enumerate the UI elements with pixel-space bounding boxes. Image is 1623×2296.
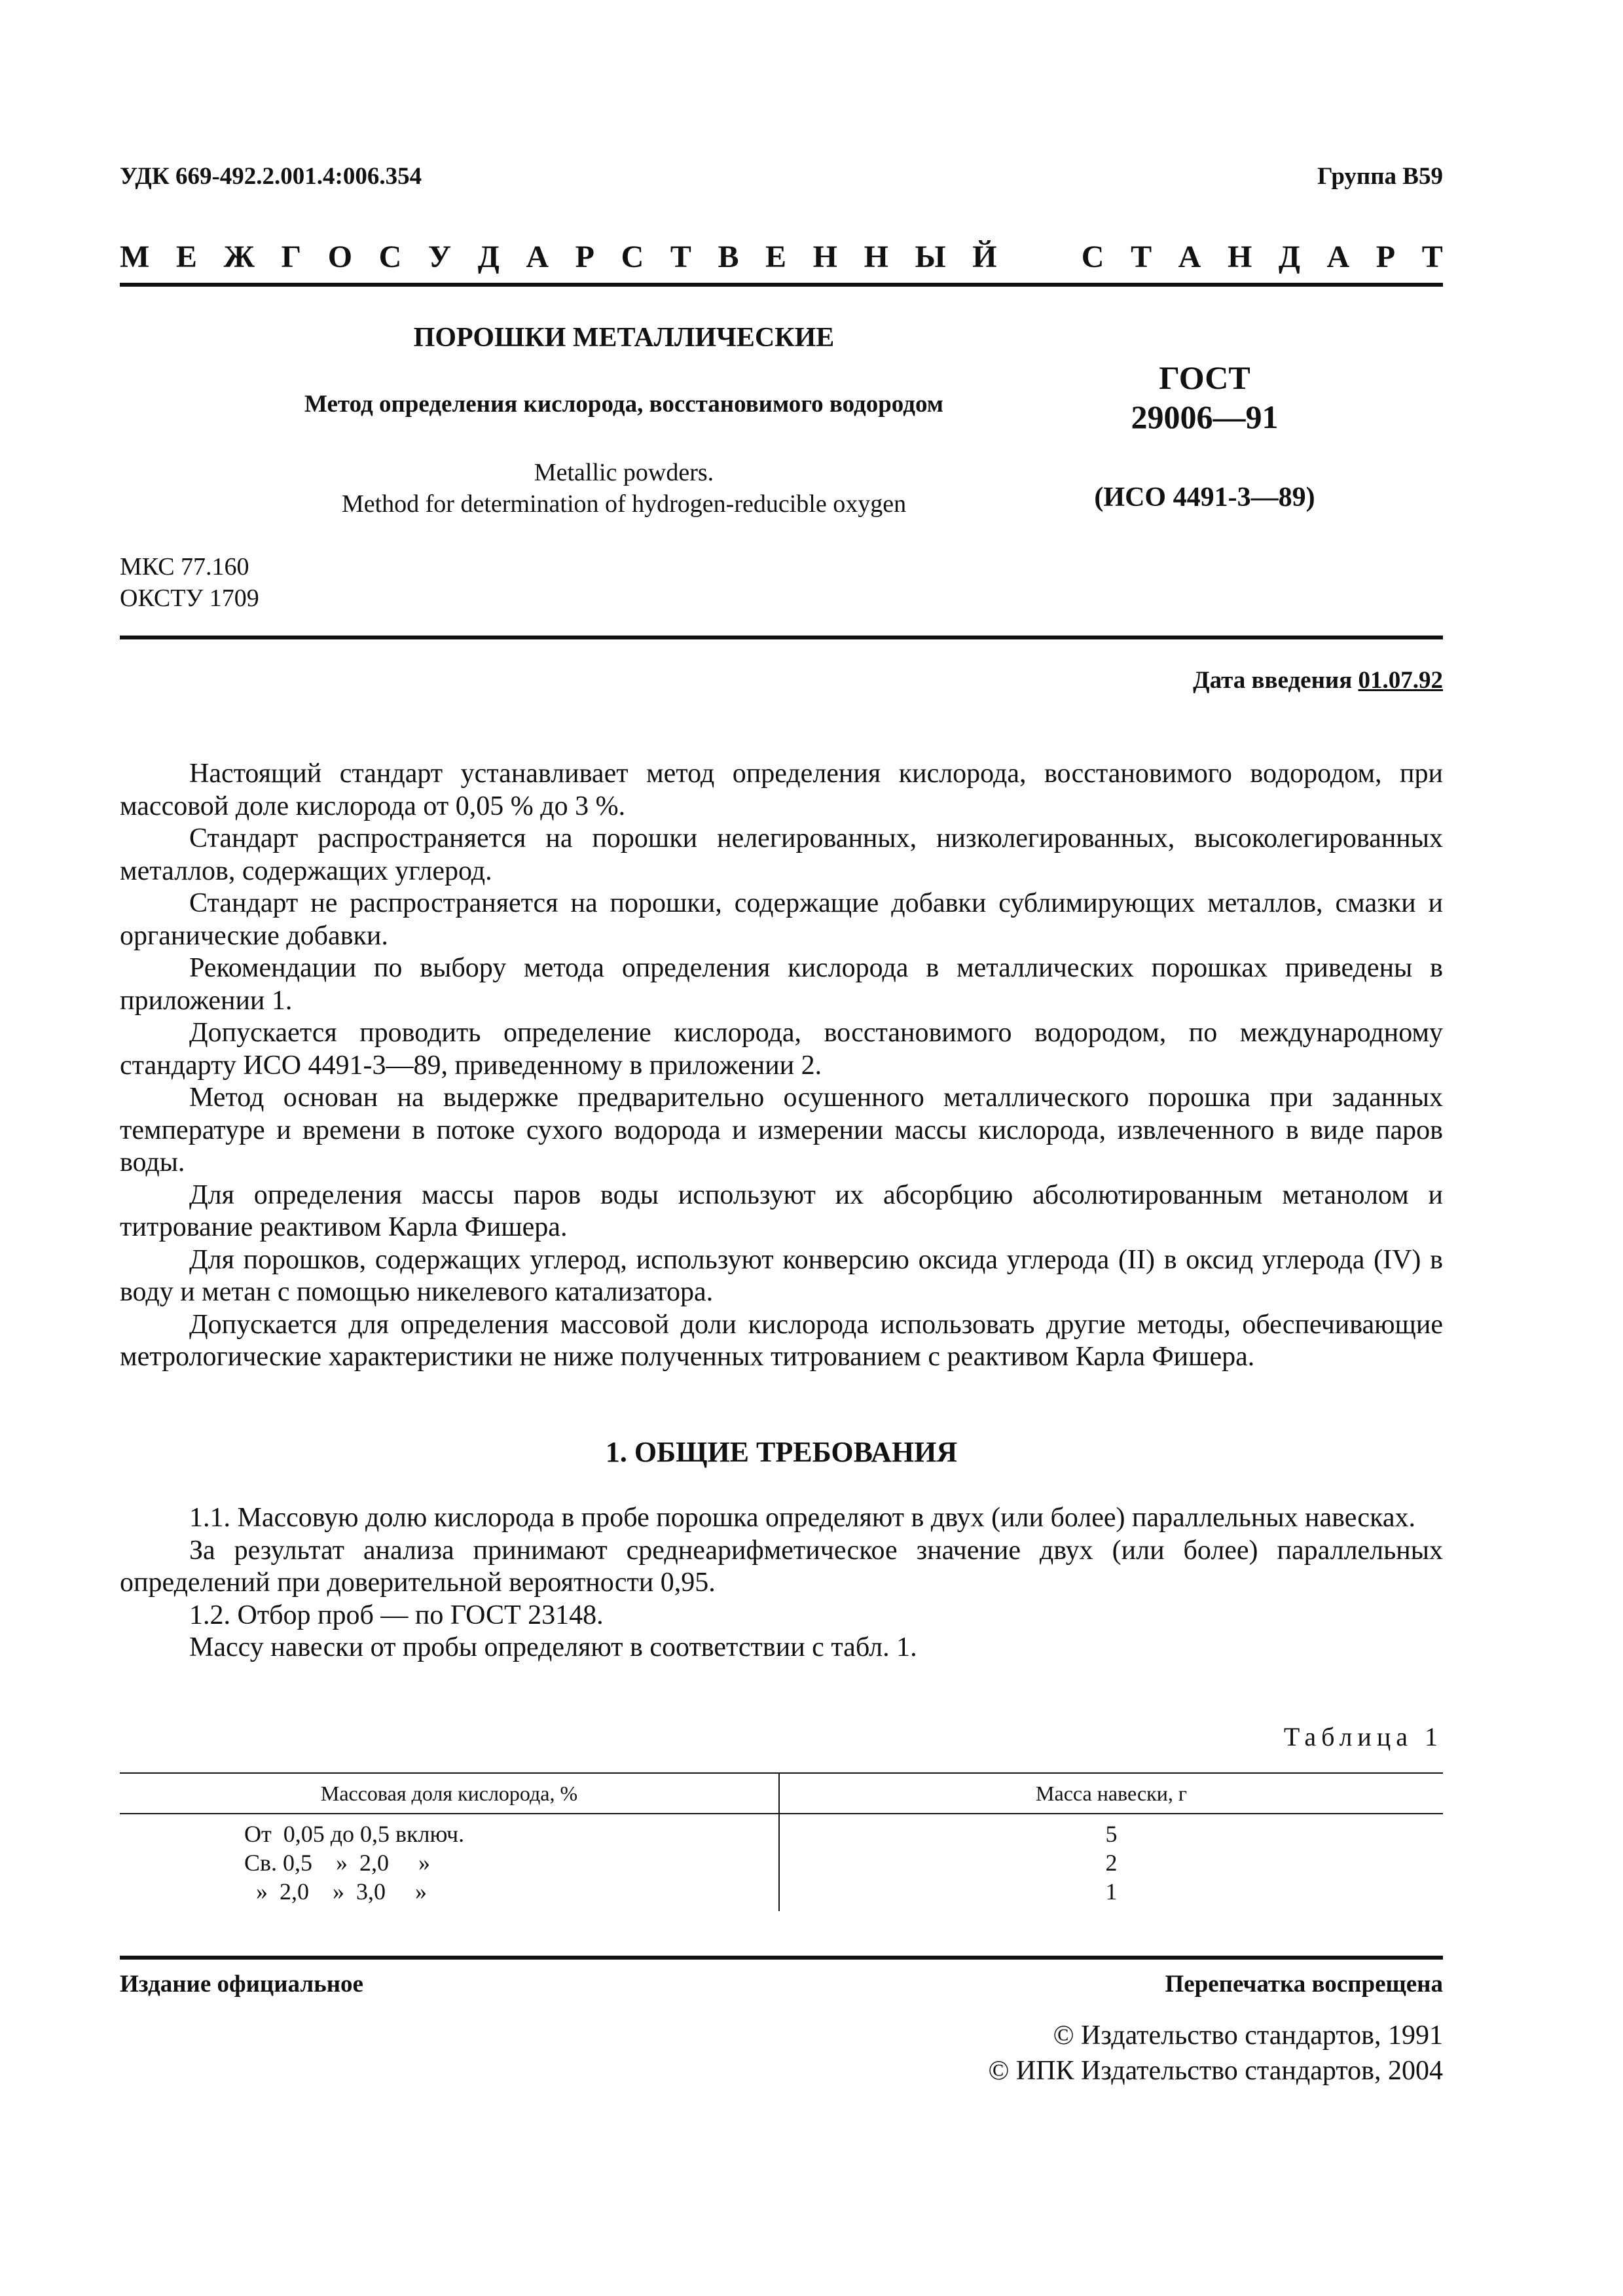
paragraph: Допускается для определения массовой доли кислорода использовать другие методы, обеспечивающие метрологические характеристики не ниже полученных титрованием с реактивом Карла Фишера. (120, 1309, 1443, 1372)
iso-equivalent: (ИСО 4491-3—89) (1094, 482, 1315, 512)
paragraph: Стандарт распространяется на порошки нелегированных, низколегированных, высоколегированных металлов, содержащих углерод. (120, 823, 1443, 886)
paragraph: Для порошков, содержащих углерод, используют конверсию оксида углерода (II) в оксид углерода (IV) в воду и метан с помощью никелевого катализатора. (120, 1244, 1443, 1307)
banner-letter: Н (864, 240, 888, 274)
table-1 (120, 1772, 1443, 1911)
english-title-line2: Method for determination of hydrogen-reducible oxygen (341, 490, 907, 518)
banner-letter: А (1178, 240, 1201, 274)
table-cell: Св. 0,5 » 2,0 » (244, 1850, 431, 1876)
paragraph: Рекомендации по выбору метода определения кислорода в металлических порошках приведены в приложении 1. (120, 953, 1443, 1016)
table-cell: 5 (1105, 1821, 1118, 1847)
banner-letter: Г (281, 240, 302, 274)
table-cell: 1 (1105, 1878, 1118, 1905)
official-edition-label: Издание официальное (120, 1971, 363, 1998)
banner-letter: Н (812, 240, 837, 274)
banner-letter: Е (175, 240, 197, 274)
header-rule (120, 636, 1443, 639)
introduction-text (120, 758, 1443, 1374)
table-header-cell: Массовая доля кислорода, % (320, 1781, 578, 1805)
table-caption: Таблица 1 (1283, 1722, 1443, 1751)
banner-letter: Т (1421, 240, 1443, 274)
banner-letter: А (526, 240, 549, 274)
reprint-prohibited-label: Перепечатка воспрещена (1165, 1971, 1443, 1998)
gost-label: ГОСТ (1159, 359, 1250, 396)
paragraph: За результат анализа принимают среднеарифметическое значение двух (или более) параллельных определений при доверительной вероятности 0,95. (120, 1535, 1443, 1598)
banner-letter: О (327, 240, 353, 274)
banner-letter: А (1326, 240, 1350, 274)
paragraph: Для определения массы паров воды используют их абсорбцию абсолютированным метанолом и титрование реактивом Карла Фишера. (120, 1179, 1443, 1242)
banner-letter: М (120, 240, 150, 274)
table-cell: » 2,0 » 3,0 » (244, 1878, 427, 1905)
banner-letter: С (621, 240, 644, 274)
banner-letter: Й (972, 240, 997, 274)
table-cell: 2 (1105, 1850, 1118, 1876)
banner-letter: Т (670, 240, 691, 274)
paragraph: 1.2. Отбор проб — по ГОСТ 23148. (189, 1600, 604, 1630)
banner-letter: У (428, 240, 452, 274)
standard-type-banner (120, 239, 1443, 274)
table-header-cell: Масса навески, г (1036, 1781, 1187, 1805)
banner-letter: Р (1376, 240, 1396, 274)
introduction-date-label: Дата введения (1193, 667, 1353, 694)
table-body (120, 1814, 1443, 1911)
paragraph: Настоящий стандарт устанавливает метод определения кислорода, восстановимого водородом, при массовой доле кислорода от 0,05 % до 3 %. (120, 759, 1443, 821)
section-1-text (120, 1502, 1443, 1664)
footer-rule (120, 1956, 1443, 1960)
banner-letter: С (378, 240, 402, 274)
document-subtitle: Метод определения кислорода, восстановимого водородом (304, 391, 943, 418)
banner-letter: Т (1131, 240, 1152, 274)
table-header-row (120, 1774, 1443, 1813)
banner-rule (120, 283, 1443, 287)
banner-letter: В (718, 240, 739, 274)
banner-letter: Ж (223, 240, 255, 274)
introduction-date-value: 01.07.92 (1358, 667, 1443, 694)
banner-letter: Р (575, 240, 594, 274)
banner-letter: Н (1227, 240, 1252, 274)
group-code: Группа В59 (1317, 163, 1443, 190)
section-heading: 1. ОБЩИЕ ТРЕБОВАНИЯ (605, 1436, 958, 1468)
banner-letter: Е (765, 240, 787, 274)
banner-letter: Д (1278, 240, 1300, 274)
banner-letter: Ы (915, 240, 946, 274)
paragraph: Допускается проводить определение кислорода, восстановимого водородом, по международному стандарту ИСО 4491-3—89, приведенному в приложении 2. (120, 1018, 1443, 1081)
banner-letter: Д (477, 240, 500, 274)
gost-number: 29006—91 (1131, 399, 1279, 435)
paragraph: Стандарт не распространяется на порошки, содержащие добавки сублимирующих металлов, смазки и органические добавки. (120, 888, 1443, 951)
introduction-date (1193, 666, 1443, 694)
udk-code: УДК 669-492.2.001.4:006.354 (120, 163, 422, 190)
paragraph: Массу навески от пробы определяют в соответствии с табл. 1. (189, 1632, 917, 1662)
copyright-line: © ИПК Издательство стандартов, 2004 (988, 2056, 1443, 2086)
document-title: ПОРОШКИ МЕТАЛЛИЧЕСКИЕ (413, 323, 835, 353)
table-cell: От 0,05 до 0,5 включ. (244, 1821, 465, 1847)
okstu-code: ОКСТУ 1709 (120, 584, 259, 612)
table-column-mass (780, 1814, 1443, 1911)
banner-letter: С (1081, 240, 1104, 274)
copyright-line: © Издательство стандартов, 1991 (1053, 2020, 1443, 2051)
mks-code: МКС 77.160 (120, 553, 249, 581)
english-title-line1: Metallic powders. (534, 459, 714, 486)
paragraph: Метод основан на выдержке предварительно осушенного металлического порошка при заданных температуре и времени в потоке сухого водорода и измерении массы кислорода, извлеченного в виде паров воды. (120, 1083, 1443, 1177)
table-column-range (120, 1814, 778, 1911)
paragraph: 1.1. Массовую долю кислорода в пробе порошка определяют в двух (или более) параллельных навесках. (189, 1503, 1415, 1533)
